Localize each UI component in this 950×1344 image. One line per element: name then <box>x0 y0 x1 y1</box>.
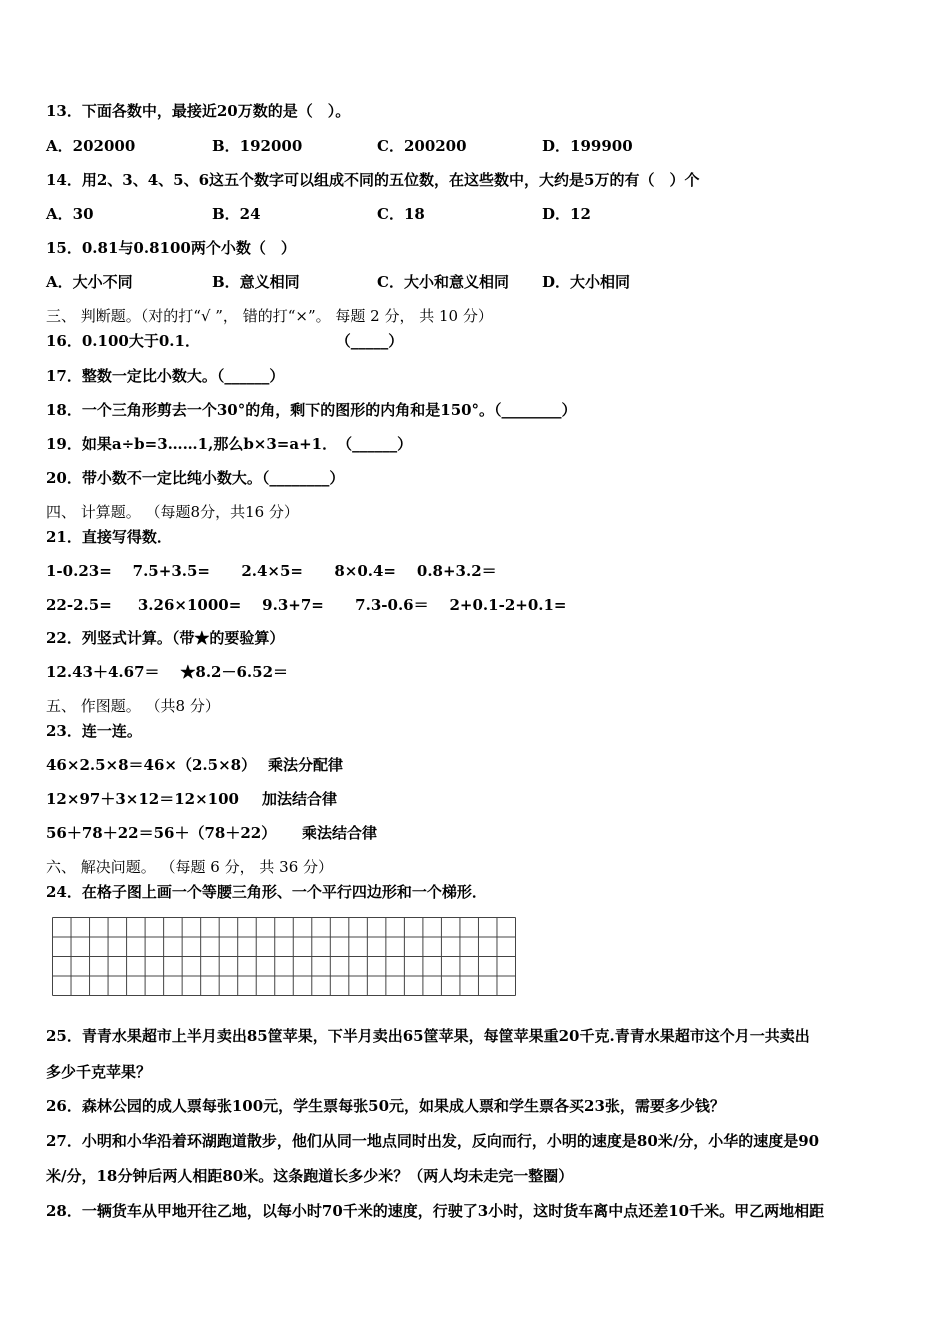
q21-row-1: 1-0.23= 7.5+3.5= 2.4×5= 8×0.4= 0.8+3.2＝ <box>46 562 497 580</box>
q13-option-c: C．200200 <box>377 137 467 155</box>
q18-text: 18．一个三角形剪去一个30°的角，剩下的图形的内角和是150°。（________） <box>46 401 577 419</box>
q13-option-d: D．199900 <box>542 137 633 155</box>
q25-line-2: 多少千克苹果？ <box>46 1063 152 1081</box>
q23-expr-1: 46×2.5×8＝46×（2.5×8） <box>46 756 257 774</box>
q13-stem: 13．下面各数中，最接近20万数的是（ ）。 <box>46 102 351 120</box>
q13-option-a: A．202000 <box>46 137 136 155</box>
q23-law-3: 乘法结合律 <box>302 824 378 842</box>
q15-option-b: B．意义相同 <box>212 273 300 291</box>
q15-stem: 15．0.81与0.8100两个小数（ ） <box>46 239 296 257</box>
q23-law-1: 乘法分配律 <box>268 756 344 774</box>
q17-text: 17．整数一定比小数大。（______） <box>46 367 285 385</box>
drawing-grid-lines <box>52 917 516 996</box>
q21-row-2: 22-2.5= 3.26×1000= 9.3+7= 7.3-0.6＝ 2+0.1-2+0.1= <box>46 596 567 614</box>
q16-text: 16．0.100大于0.1． （_____） <box>46 332 404 350</box>
q22-row: 12.43＋4.67＝ ★8.2－6.52＝ <box>46 663 289 681</box>
q25-line-1: 25．青青水果超市上半月卖出85筐苹果，下半月卖出65筐苹果，每筐苹果重20千克.青青水果超市这个月一共卖出 <box>46 1027 810 1045</box>
q28-text: 28．一辆货车从甲地开往乙地，以每小时70千米的速度，行驶了3小时，这时货车离中点还差10千米。甲乙两地相距 <box>46 1202 825 1220</box>
section-4-heading: 四、 计算题。 （每题8分，共16 分） <box>46 503 299 521</box>
drawing-grid <box>52 917 516 996</box>
q23-stem: 23．连一连。 <box>46 722 142 740</box>
q14-option-a: A．30 <box>46 205 94 223</box>
q14-option-d: D．12 <box>542 205 591 223</box>
q24-text: 24．在格子图上画一个等腰三角形、一个平行四边形和一个梯形． <box>46 883 487 901</box>
section-5-heading: 五、 作图题。 （共8 分） <box>46 697 220 715</box>
q27-line-2: 米/分，18分钟后两人相距80米。这条跑道长多少米？（两人均未走完一整圈） <box>46 1167 574 1185</box>
q20-text: 20．带小数不一定比纯小数大。（________） <box>46 469 345 487</box>
q23-expr-3: 56＋78＋22＝56＋（78＋22） <box>46 824 277 842</box>
section-3-heading: 三、 判断题。（对的打“√ ”， 错的打“×”。 每题 2 分， 共 10 分） <box>46 307 493 325</box>
q22-stem: 22．列竖式计算。（带★的要验算） <box>46 629 285 647</box>
q13-option-b: B．192000 <box>212 137 303 155</box>
q26-text: 26．森林公园的成人票每张100元，学生票每张50元，如果成人票和学生票各买23张，需要多少钱？ <box>46 1097 725 1115</box>
q23-expr-2: 12×97＋3×12＝12×100 <box>46 790 239 808</box>
q21-stem: 21．直接写得数． <box>46 528 172 546</box>
q15-option-d: D．大小相同 <box>542 273 631 291</box>
q15-option-c: C．大小和意义相同 <box>377 273 509 291</box>
q14-stem: 14．用2、3、4、5、6这五个数字可以组成不同的五位数，在这些数中，大约是5万的有（ ）个 <box>46 171 700 189</box>
q14-option-b: B．24 <box>212 205 261 223</box>
q14-option-c: C．18 <box>377 205 425 223</box>
q19-text: 19．如果a÷b=3……1,那么b×3=a+1． （______） <box>46 435 413 453</box>
q15-option-a: A．大小不同 <box>46 273 133 291</box>
q27-line-1: 27．小明和小华沿着环湖跑道散步，他们从同一地点同时出发，反向而行，小明的速度是80米/分，小华的速度是90 <box>46 1132 820 1150</box>
section-6-heading: 六、 解决问题。 （每题 6 分， 共 36 分） <box>46 858 334 876</box>
q23-law-2: 加法结合律 <box>262 790 338 808</box>
